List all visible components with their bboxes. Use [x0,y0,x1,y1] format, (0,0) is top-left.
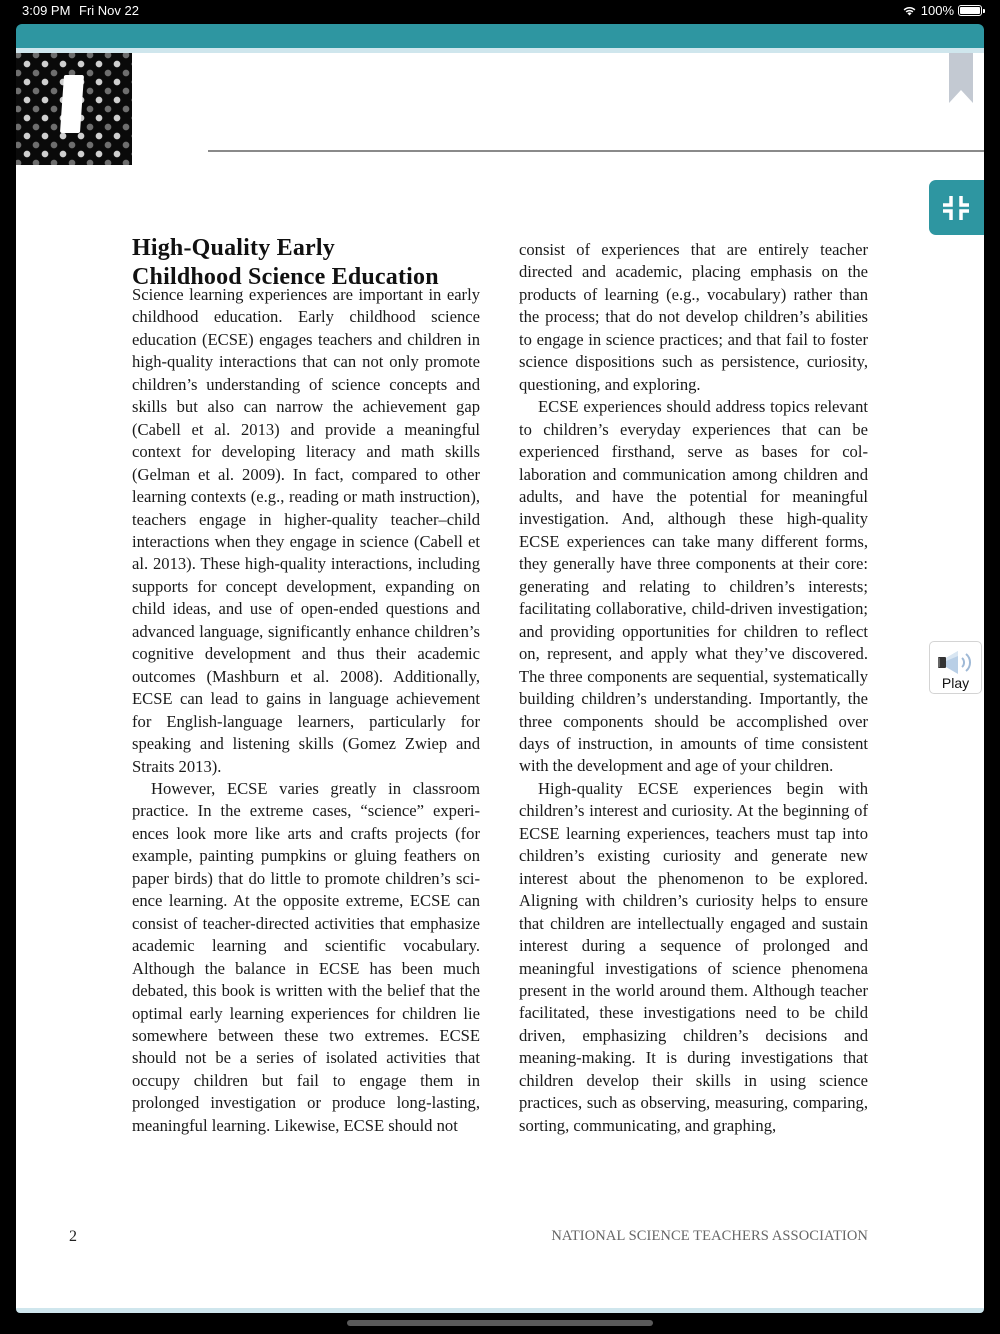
audio-play-button[interactable] [929,641,982,694]
collapse-fullscreen-icon [941,194,971,222]
battery-icon [958,5,982,16]
collapse-fullscreen-button[interactable] [929,180,984,235]
left-text-column [132,284,480,1137]
status-right [902,3,982,18]
page-number: 2 [69,1228,77,1245]
right-text-column [519,239,868,1137]
reader-top-bar[interactable] [16,24,984,48]
paragraph: ECSE experiences should address topics relevant to children’s everyday experiences that can be experienced firsthand, serve as bases for collaboration and communication among children and adults, and have the potential for meaningful investigation. And, although these high-quality ECSE experiences can take many different forms, they generally have three components at their core: generating and relating to children’s interests; facilitating collaborative, child-driven investigation; and providing opportunities for children to reflect on, represent, and apply what they’ve discovered. The three components are sequential, systematically building children’s understanding. Importantly, the three components should be accomplished over days of instruction, in amounts of time consistent with the development and age of your children. [519,397,868,776]
status-bar [0,0,1000,22]
section-heading-line-1: High-Quality Early [132,235,335,262]
chapter-number-badge [16,53,132,165]
section-heading-line-2: Childhood Science Education [132,264,439,291]
paragraph: High-quality ECSE experiences begin with children’s interest and curiosity. At the beginning of ECSE learning experiences, teachers must tap into children’s existing curiosity and generate new interest about the phenomenon to be explored. Aligning with children’s curiosity helps to ensure that children are intellectually engaged and sustain interest during a sequence of prolonged and meaningful investigations of science phenomena present in the world around them. Although teacher facilitated, these investigations need to be child driven, emphasizing children’s decisions and meaning-making. It is during investigations that children develop their skills in using science practices, such as observing, measuring, comparing, sorting, communicating, and graphing, [519,778,868,1135]
chapter-header-rule [208,150,984,152]
paragraph: However, ECSE varies greatly in classroom practice. In the extreme cases, “science” experiences look more like arts and crafts projects (for example, painting pumpkins or gluing feathers on paper birds) that do little to promote children’s science learning. At the opposite extreme, ECSE can consist of teacher-directed activities that emphasize academic learning and scientific vocabulary. Although the balance in ECSE has been much debated, this book is written with the belief that the optimal early learning experiences for children lie somewhere between these two extremes. ECSE should not be a series of isolated activities that occupy children but fail to engage them in prolonged investigation or produce long-lasting, meaningful learning. Likewise, ECSE should not [132,778,480,1135]
status-time: 3:09 PM [22,3,71,18]
status-date: Fri Nov 22 [79,3,139,18]
home-indicator[interactable] [347,1320,653,1326]
battery-percent: 100% [920,3,954,18]
paragraph: Science learning experiences are important in early childhood education. Early childhood science education (ECSE) engages teachers and children in high-quality interactions that can not only promote children’s understanding of science concepts and skills but also can narrow the achievement gap (Cabell et al. 2013) and provide a meaningful context for developing literacy and math skills (Gelman et al. 2009). In fact, compared to other learning contexts (e.g., reading or math instruction), teachers engage in higher-quality teacher–child interactions when they engage in science (Cabell et al. 2013). These high-quality interactions, including supports for concept development, expanding on child ideas, and use of open-ended questions and advanced language, significantly enhance children’s cognitive development and thus their academic outcomes (Mashburn et al. 2008). Additionally, ECSE can lead to gains in language achievement for English-language learners, particularly for speaking and listening skills (Gomez Zwiep and Straits 2013). [132,285,480,776]
reader-bottom-strip [16,1308,984,1313]
audio-play-label: Play [941,675,970,691]
paragraph: consist of experiences that are entirely teacher directed and academic, placing emphasis on the products of learning (e.g., vocabulary) rather than the process; that do not develop children’s abilities to engage in science practices; and that fail to foster science dispositions such as persistence, curiosity, questioning, and exploring. [519,240,868,394]
wifi-icon [902,5,917,16]
running-footer: NATIONAL SCIENCE TEACHERS ASSOCIATION [551,1228,868,1244]
chapter-number-glyph [60,75,84,133]
speaker-icon [937,650,977,676]
